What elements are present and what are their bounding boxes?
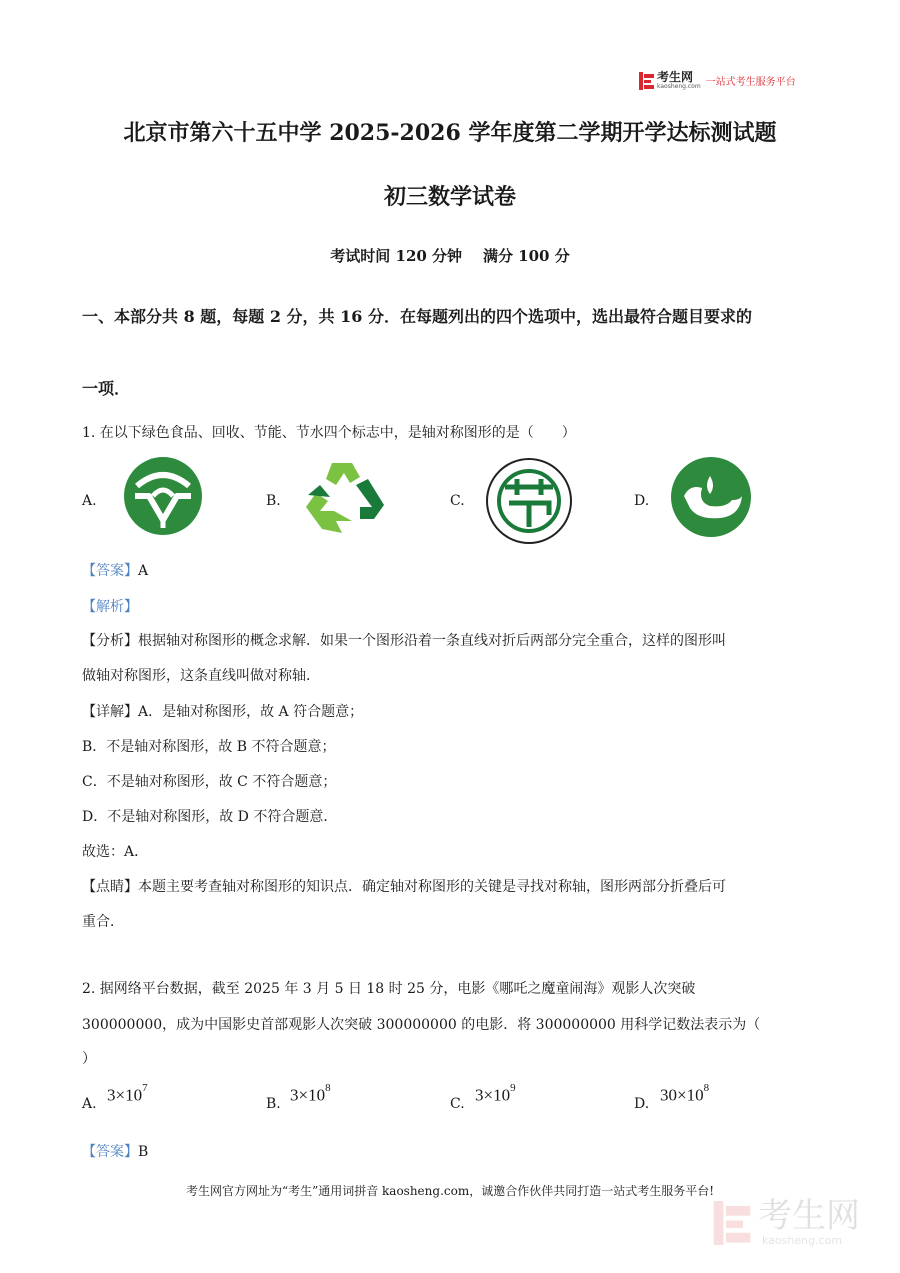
q1-option-a-label: A. [82,493,97,509]
recycle-icon [302,455,386,535]
question-2-stem-end: ） [82,1051,96,1067]
analysis-tag: 【解析】 [82,599,138,615]
analysis-line: 【详解】A．是轴对称图形，故 A 符合题意； [82,704,364,720]
water-saving-icon [670,456,752,538]
q2-option-b-label: B. [266,1096,281,1112]
watermark-url: kaosheng.com [762,1234,843,1247]
analysis-line: C．不是轴对称图形，故 C 不符合题意； [82,774,337,790]
energy-saving-icon [485,457,573,545]
logo-url: kaosheng.com [657,83,701,90]
analysis-line: B．不是轴对称图形，故 B 不符合题意； [82,739,336,755]
q2-option-c-value: $3\times 10^9$ [475,1082,516,1105]
section-heading: 一、本部分共 8 题，每题 2 分，共 16 分．在每题列出的四个选项中，选出最符合题目要求的 [82,307,752,326]
kaosheng-logo [639,71,796,90]
q2-option-a-label: A. [82,1096,97,1112]
q1-option-c-label: C. [450,493,465,509]
watermark-name: 考生网 [758,1196,860,1236]
analysis-line: 重合． [82,914,124,930]
question-1-stem: 1. 在以下绿色食品、回收、节能、节水四个标志中，是轴对称图形的是（ ） [82,425,576,441]
q1-option-b-label: B. [266,493,281,509]
question-2-stem: 2. 据网络平台数据，截至 2025 年 3 月 5 日 18 时 25 分，电影《哪吒之魔童闹海》观影人次突破 [82,981,696,997]
green-food-icon [123,456,203,536]
q2-option-d-value: $30\times 10^8$ [660,1082,710,1105]
q2-answer [82,1142,148,1162]
footer-text: 考生网官方网址为“考生”通用词拼音 kaosheng.com，诚邀合作伙伴共同打造一站式考生服务平台! [185,1184,715,1198]
q2-option-b-value: $3\times 10^8$ [290,1082,331,1105]
answer-value: A [138,563,149,579]
section-heading-cont: 一项． [82,379,131,398]
answer-tag: 【答案】 [82,1144,138,1160]
exam-info: 考试时间 120 分钟 满分 100 分 [330,247,570,265]
watermark-logo-icon [712,1201,752,1245]
q1-answer [82,561,148,581]
analysis-line: 【分析】根据轴对称图形的概念求解．如果一个图形沿着一条直线对折后两部分完全重合，这样的图形叫 [82,633,726,649]
q2-option-c-label: C. [450,1096,465,1112]
q2-option-a-value: $3\times 10^7$ [107,1082,148,1105]
kaosheng-logo-icon [639,72,654,90]
analysis-line: 故选：A． [82,844,149,860]
analysis-line: 【点睛】本题主要考查轴对称图形的知识点．确定轴对称图形的关键是寻找对称轴，图形两部分折叠后可 [82,879,726,895]
q2-option-d-label: D. [634,1096,650,1112]
analysis-line: D．不是轴对称图形，故 D 不符合题意． [82,809,338,825]
kaosheng-watermark [712,1198,860,1247]
logo-slogan: 一站式考生服务平台 [705,77,796,88]
answer-value: B [138,1144,149,1160]
q1-option-d-label: D. [634,493,650,509]
analysis-line: 做轴对称图形，这条直线叫做对称轴． [82,668,320,684]
logo-name: 考生网 [657,70,694,84]
page-title: 北京市第六十五中学 2025-2026 学年度第二学期开学达标测试题 [123,120,777,146]
question-2-stem-cont: 300000000，成为中国影史首部观影人次突破 300000000 的电影．将 300000000 用科学记数法表示为（ [82,1017,761,1033]
paper-subject-title: 初三数学试卷 [383,184,516,210]
answer-tag: 【答案】 [82,563,138,579]
